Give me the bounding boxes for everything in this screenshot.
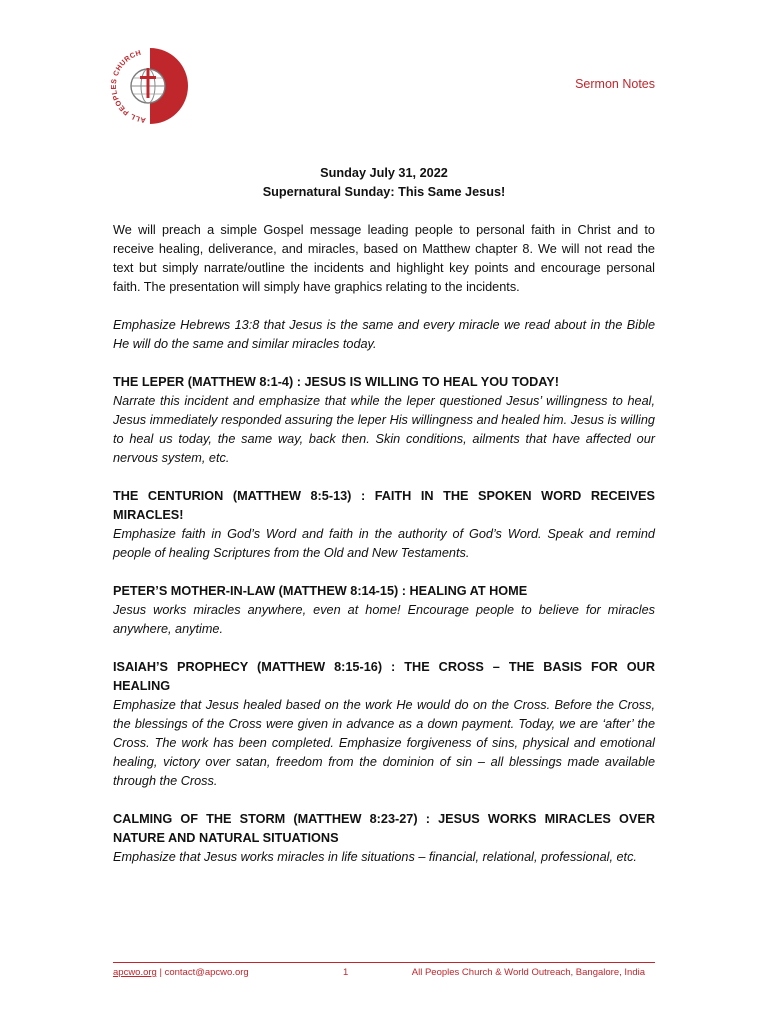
section-isaiah-prophecy <box>113 658 655 791</box>
section-calming-storm <box>113 810 655 867</box>
intro-paragraph: We will preach a simple Gospel message leading people to personal faith in Christ and to receive healing, deliverance, and miracles, based on Matthew chapter 8. We will not read the text but simply narrate/outline the incidents and highlight key points and encourage personal faith. The presentation will simply have graphics relating to the incidents. <box>113 223 655 294</box>
church-globe-logo-icon <box>110 46 190 126</box>
section-heading: THE CENTURION (MATTHEW 8:5-13) : FAITH IN THE SPOKEN WORD RECEIVES MIRACLES! <box>113 489 655 522</box>
section-heading: CALMING OF THE STORM (MATTHEW 8:23-27) : JESUS WORKS MIRACLES OVER NATURE AND NATURAL SITUATIONS <box>113 812 655 845</box>
page-number: 1 <box>343 967 349 978</box>
footer-separator: | <box>159 967 162 978</box>
section-body: Narrate this incident and emphasize that while the leper questioned Jesus’ willingness to heal, Jesus immediately responded assuring the leper His willingness and healed him. Jesus is willing to heal us today, the same way, back then. Skin conditions, ailments that have affected our nervous system, etc. <box>113 394 655 465</box>
section-body: Emphasize that Jesus healed based on the work He would do on the Cross. Before the Cross, the blessings of the Cross were given in advance as a down payment. Today, we are ‘after’ the Cross. The work has been completed. Emphasize forgiveness of sins, physical and emotional healing, victory over satan, freedom from the dominion of sin – all blessings made available through the Cross. <box>113 698 655 788</box>
document-body <box>113 164 655 867</box>
section-body: Emphasize that Jesus works miracles in life situations – financial, relational, professional, etc. <box>113 850 637 864</box>
section-mother-in-law <box>113 582 655 639</box>
section-heading: PETER’S MOTHER-IN-LAW (MATTHEW 8:14-15) : HEALING AT HOME <box>113 584 528 598</box>
logo-text: ALL PEOPL CHURCH <box>110 47 147 125</box>
section-body: Emphasize faith in God’s Word and faith in the authority of God’s Word. Speak and remind people of healing Scriptures from the Old and New Testaments. <box>113 527 655 560</box>
section-heading: ISAIAH’S PROPHECY (MATTHEW 8:15-16) : THE CROSS – THE BASIS FOR OUR HEALING <box>113 660 655 693</box>
section-body: Jesus works miracles anywhere, even at home! Encourage people to believe for miracles anywhere, anytime. <box>113 603 655 636</box>
footer-divider <box>113 962 655 963</box>
sermon-title: Supernatural Sunday: This Same Jesus! <box>262 185 506 199</box>
section-leper <box>113 373 655 468</box>
footer-organization: All Peoples Church & World Outreach, Bangalore, India <box>411 967 645 978</box>
contact-email: contact@apcwo.org <box>164 967 249 978</box>
section-centurion <box>113 487 655 563</box>
section-heading: THE LEPER (MATTHEW 8:1-4) : JESUS IS WILLING TO HEAL YOU TODAY! <box>113 375 559 389</box>
sermon-date: Sunday July 31, 2022 <box>320 166 448 180</box>
emphasis-paragraph: Emphasize Hebrews 13:8 that Jesus is the same and every miracle we read about in the Bible He will do the same and similar miracles today. <box>113 318 655 351</box>
website-link[interactable]: apcwo.org <box>113 967 157 978</box>
document-label: Sermon Notes <box>575 77 655 91</box>
